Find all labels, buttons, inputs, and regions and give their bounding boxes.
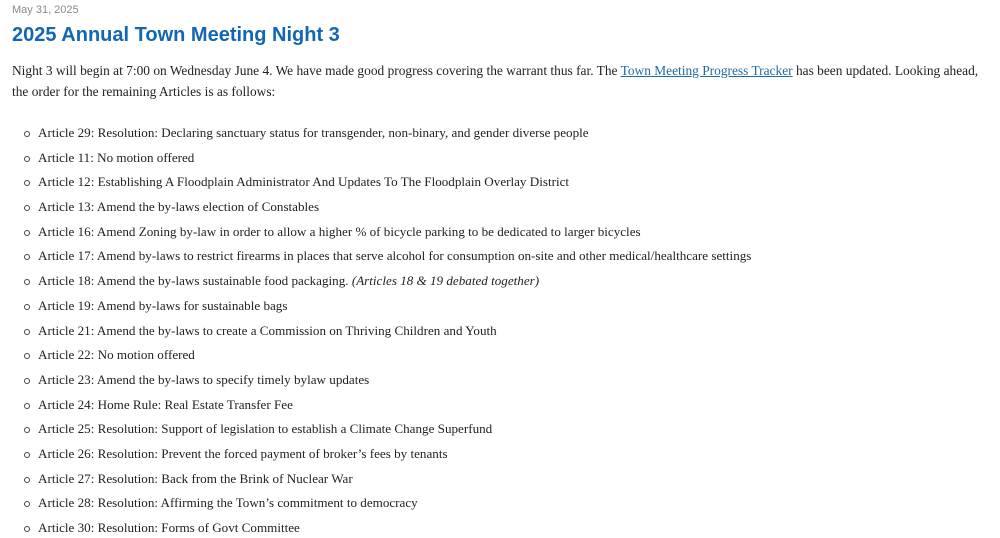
article-text: Article 12: Establishing A Floodplain Administrator And Updates To The Floodplain Overlay District (38, 174, 570, 190)
article-text: Article 26: Resolution: Prevent the forced payment of broker’s fees by tenants (38, 445, 448, 461)
circle-bullet-icon (24, 452, 30, 458)
article-text: Article 11: No motion offered (38, 149, 195, 165)
list-item (38, 195, 988, 220)
list-item (38, 516, 988, 538)
circle-bullet-icon (24, 329, 30, 335)
circle-bullet-icon (24, 131, 30, 137)
article-list (12, 121, 988, 538)
circle-bullet-icon (24, 477, 30, 483)
list-item (38, 269, 988, 294)
list-item (38, 170, 988, 195)
list-item (38, 220, 988, 245)
list-item (38, 319, 988, 344)
list-item (38, 368, 988, 393)
list-item (38, 417, 988, 442)
circle-bullet-icon (24, 180, 30, 186)
list-item (38, 244, 988, 269)
intro-text-after-link: has been updated. Looking ahead, the order for the remaining Articles is as follows: (12, 63, 979, 99)
intro-paragraph (12, 60, 992, 102)
list-item (38, 294, 988, 319)
list-item (38, 491, 988, 516)
article-text: Article 30: Resolution: Forms of Govt Committee (38, 520, 300, 535)
list-item (38, 121, 988, 146)
article-text: Article 13: Amend the by-laws election of Constables (38, 199, 320, 215)
article-text: Article 27: Resolution: Back from the Brink of Nuclear War (38, 470, 353, 486)
circle-bullet-icon (24, 526, 30, 532)
article-text: Article 25: Resolution: Support of legislation to establish a Climate Change Superfund (38, 421, 493, 437)
circle-bullet-icon (24, 304, 30, 310)
intro-text-before-link: Night 3 will begin at 7:00 on Wednesday June 4. We have made good progress covering the warrant thus far. The (12, 63, 621, 78)
circle-bullet-icon (24, 378, 30, 384)
circle-bullet-icon (24, 156, 30, 162)
article-text: Article 18: Amend the by-laws sustainable food packaging. (38, 273, 349, 289)
list-item (38, 146, 988, 171)
circle-bullet-icon (24, 403, 30, 409)
circle-bullet-icon (24, 353, 30, 359)
article-text: Article 29: Resolution: Declaring sanctuary status for transgender, non-binary, and gender diverse people (38, 125, 589, 140)
article-text: Article 16: Amend Zoning by-law in order to allow a higher % of bicycle parking to be dedicated to larger bicycles (38, 223, 641, 239)
list-item (38, 393, 988, 418)
post-title[interactable]: 2025 Annual Town Meeting Night 3 (12, 24, 340, 46)
article-text: Article 22: No motion offered (38, 347, 195, 363)
circle-bullet-icon (24, 501, 30, 507)
circle-bullet-icon (24, 427, 30, 433)
article-note: (Articles 18 & 19 debated together) (351, 273, 540, 289)
article-text: Article 17: Amend by-laws to restrict firearms in places that serve alcohol for consumption on-site and other medical/healthcare settings (38, 248, 752, 264)
circle-bullet-icon (24, 230, 30, 236)
list-item (38, 467, 988, 492)
list-item (38, 343, 988, 368)
list-item (38, 442, 988, 467)
post-date: May 31, 2025 (12, 4, 79, 16)
article-text: Article 28: Resolution: Affirming the Town’s commitment to democracy (38, 495, 418, 511)
article-text: Article 23: Amend the by-laws to specify timely bylaw updates (38, 371, 370, 387)
circle-bullet-icon (24, 205, 30, 211)
article-text: Article 19: Amend by-laws for sustainable bags (38, 297, 288, 313)
circle-bullet-icon (24, 254, 30, 260)
article-text: Article 24: Home Rule: Real Estate Transfer Fee (38, 396, 293, 412)
article-text: Article 21: Amend the by-laws to create a Commission on Thriving Children and Youth (38, 322, 497, 338)
progress-tracker-link[interactable]: Town Meeting Progress Tracker (620, 63, 793, 78)
circle-bullet-icon (24, 279, 30, 285)
